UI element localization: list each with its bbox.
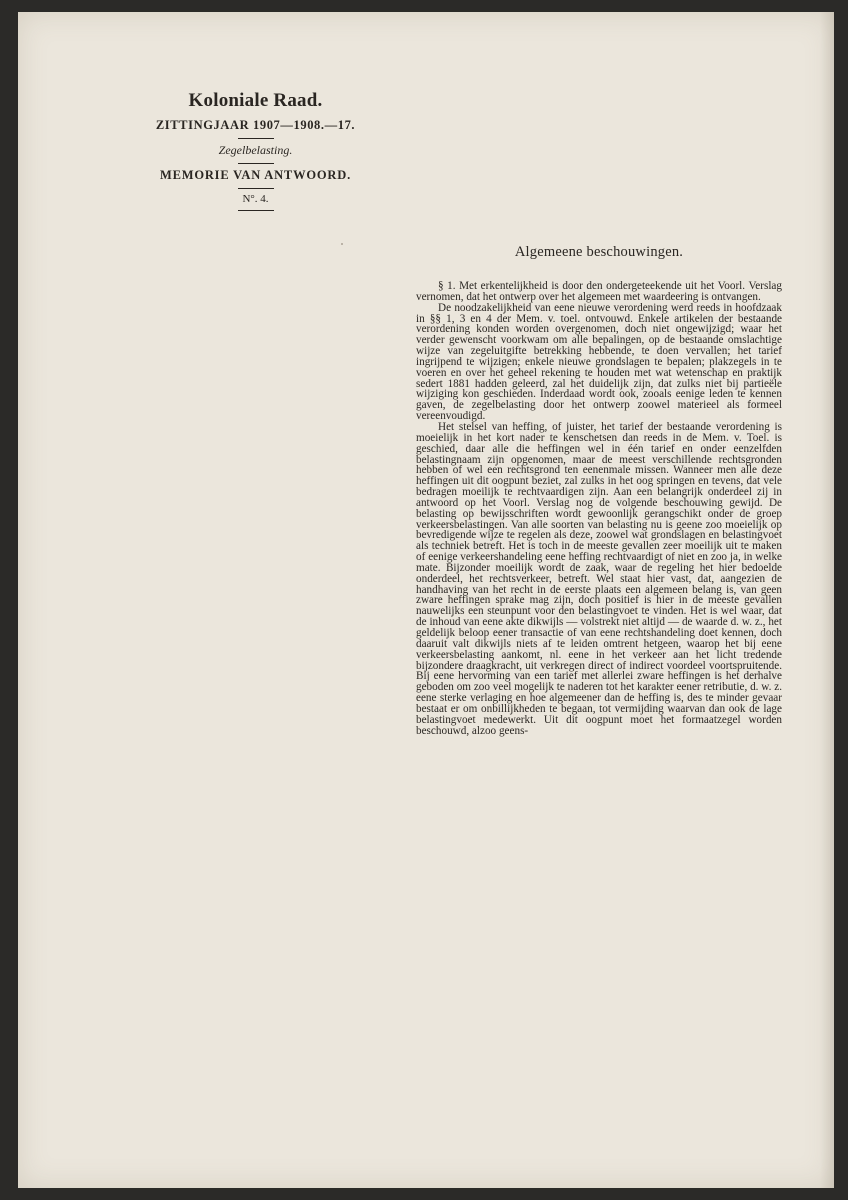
paragraph-3: Het stelsel van heffing, of juister, het tarief der bestaande verordening is moeielijk in het kort nader te kenschetsen dan reeds in de Mem. v. Toel. is geschied, daar alle die heffingen wel in één tarief en onder eenzelfden belastingnaam zijn opgenomen, maar de meest verschillende rechtsgronden hebben of wel een rechtsgrond ten eenenmale missen. Wanneer men alle deze heffingen uit dit oogpunt beziet, zal zulks in het oog springen en tevens, dat vele bedragen moeilijk te rechtvaardigen zijn. Aan een belangrijk onderdeel zij in antwoord op het Voorl. Verslag nog de volgende beschouwing gewijd. De belasting op bewijsschriften wordt gewoonlijk gerangschikt onder de groep verkeersbelastingen. Van alle soorten van belasting nu is geene zoo moeielijk op bevredigende wijze te regelen als deze, zoowel wat grondslagen en belastingvoet als techniek betreft. Het is toch in de meeste gevallen zeer moeilijk uit te maken of eenige verkeershandeling eene heffing rechtvaardigt of niet en zoo ja, in welke mate. Bijzonder moeilijk wordt de zaak, waar de regeling het hier bedoelde onderdeel, het rechtsverkeer, betreft. Wel staat hier vast, dat, aangezien de handhaving van het recht in de eerste plaats een algemeen belang is, van geen zware heffingen sprake mag zijn, doch positief is hier in de meeste gevallen nauwelijks een steunpunt voor den belastingvoet te vinden. Het is wel waar, dat de inhoud van eene akte dikwijls — volstrekt niet altijd — de waarde d. w. z., het geldelijk beloop eener transactie of van eene rechtshandeling doet kennen, doch daaruit valt dikwijls niets af te leiden omtrent hetgeen, waarop het bij eene verkeersbelasting aankomt, nl. eene in het verkeer aan het licht tredende bijzondere draagkracht, uit verkregen direct of indirect voordeel voortspruitende. Bij eene hervorming van een tarief met allerlei zware heffingen is het derhalve geboden om zoo veel mogelijk te naderen tot het karakter eener retributie, d. w. z. eene sterke verlaging en hoe algemeener dan de heffing is, des te minder gevaar bestaat er om onbillijkheden te begaan, tot vermijding waarvan dan ook de lage belastingvoet medewerkt. Uit dit oogpunt moet het formaatzegel worden beschouwd, alzoo geens-: [416, 420, 782, 737]
general-considerations-section: [416, 244, 782, 736]
header-rule-3: [238, 188, 274, 189]
document-header: [123, 90, 388, 211]
document-number: N°. 4.: [242, 193, 269, 205]
subject-line: Zegelbelasting.: [218, 143, 293, 157]
paragraph-2: De noodzakelijkheid van eene nieuwe verordening werd reeds in hoofdzaak in §§ 1, 3 en 4 der Mem. v. toel. ontvouwd. Enkele artikelen der bestaande verordening konden worden overgenomen, doch niet ongewijzigd; waar het verder gewenscht voorkwam om alle bepalingen, op de bestaande omslachtige wijze van zegeluitgifte betrekking hebbende, te doen vervallen; het tarief ingrijpend te wijzigen; enkele nieuwe grondslagen te bepalen; plakzegels in te voeren en over het geheel rekening te houden met wat wetenschap en praktijk sedert 1881 hadden geleerd, zal het duidelijk zijn, dat zulks niet bij partieële wijziging kon geschieden. Inderdaad wordt ook, zooals eenige leden te kennen gaven, de zegelbelasting door het ontwerp zoowel materieel als formeel vereenvoudigd.: [416, 301, 782, 423]
page-edge-shadow: [820, 12, 834, 1188]
session-year: ZITTINGJAAR 1907—1908.—17.: [155, 118, 356, 132]
header-rule-4: [238, 210, 274, 211]
header-rule-1: [238, 138, 274, 139]
document-type: MEMORIE VAN ANTWOORD.: [159, 168, 351, 182]
section-title: Algemeene beschouwingen.: [514, 244, 684, 260]
council-title: Koloniale Raad.: [188, 90, 323, 111]
paragraph-1: § 1. Met erkentelijkheid is door den ondergeteekende uit het Voorl. Verslag vernomen, dat het ontwerp over het algemeen met waardeering is ontvangen.: [416, 280, 782, 303]
document-page: [18, 12, 834, 1188]
header-rule-2: [238, 163, 274, 164]
paper-speck: [341, 243, 343, 245]
